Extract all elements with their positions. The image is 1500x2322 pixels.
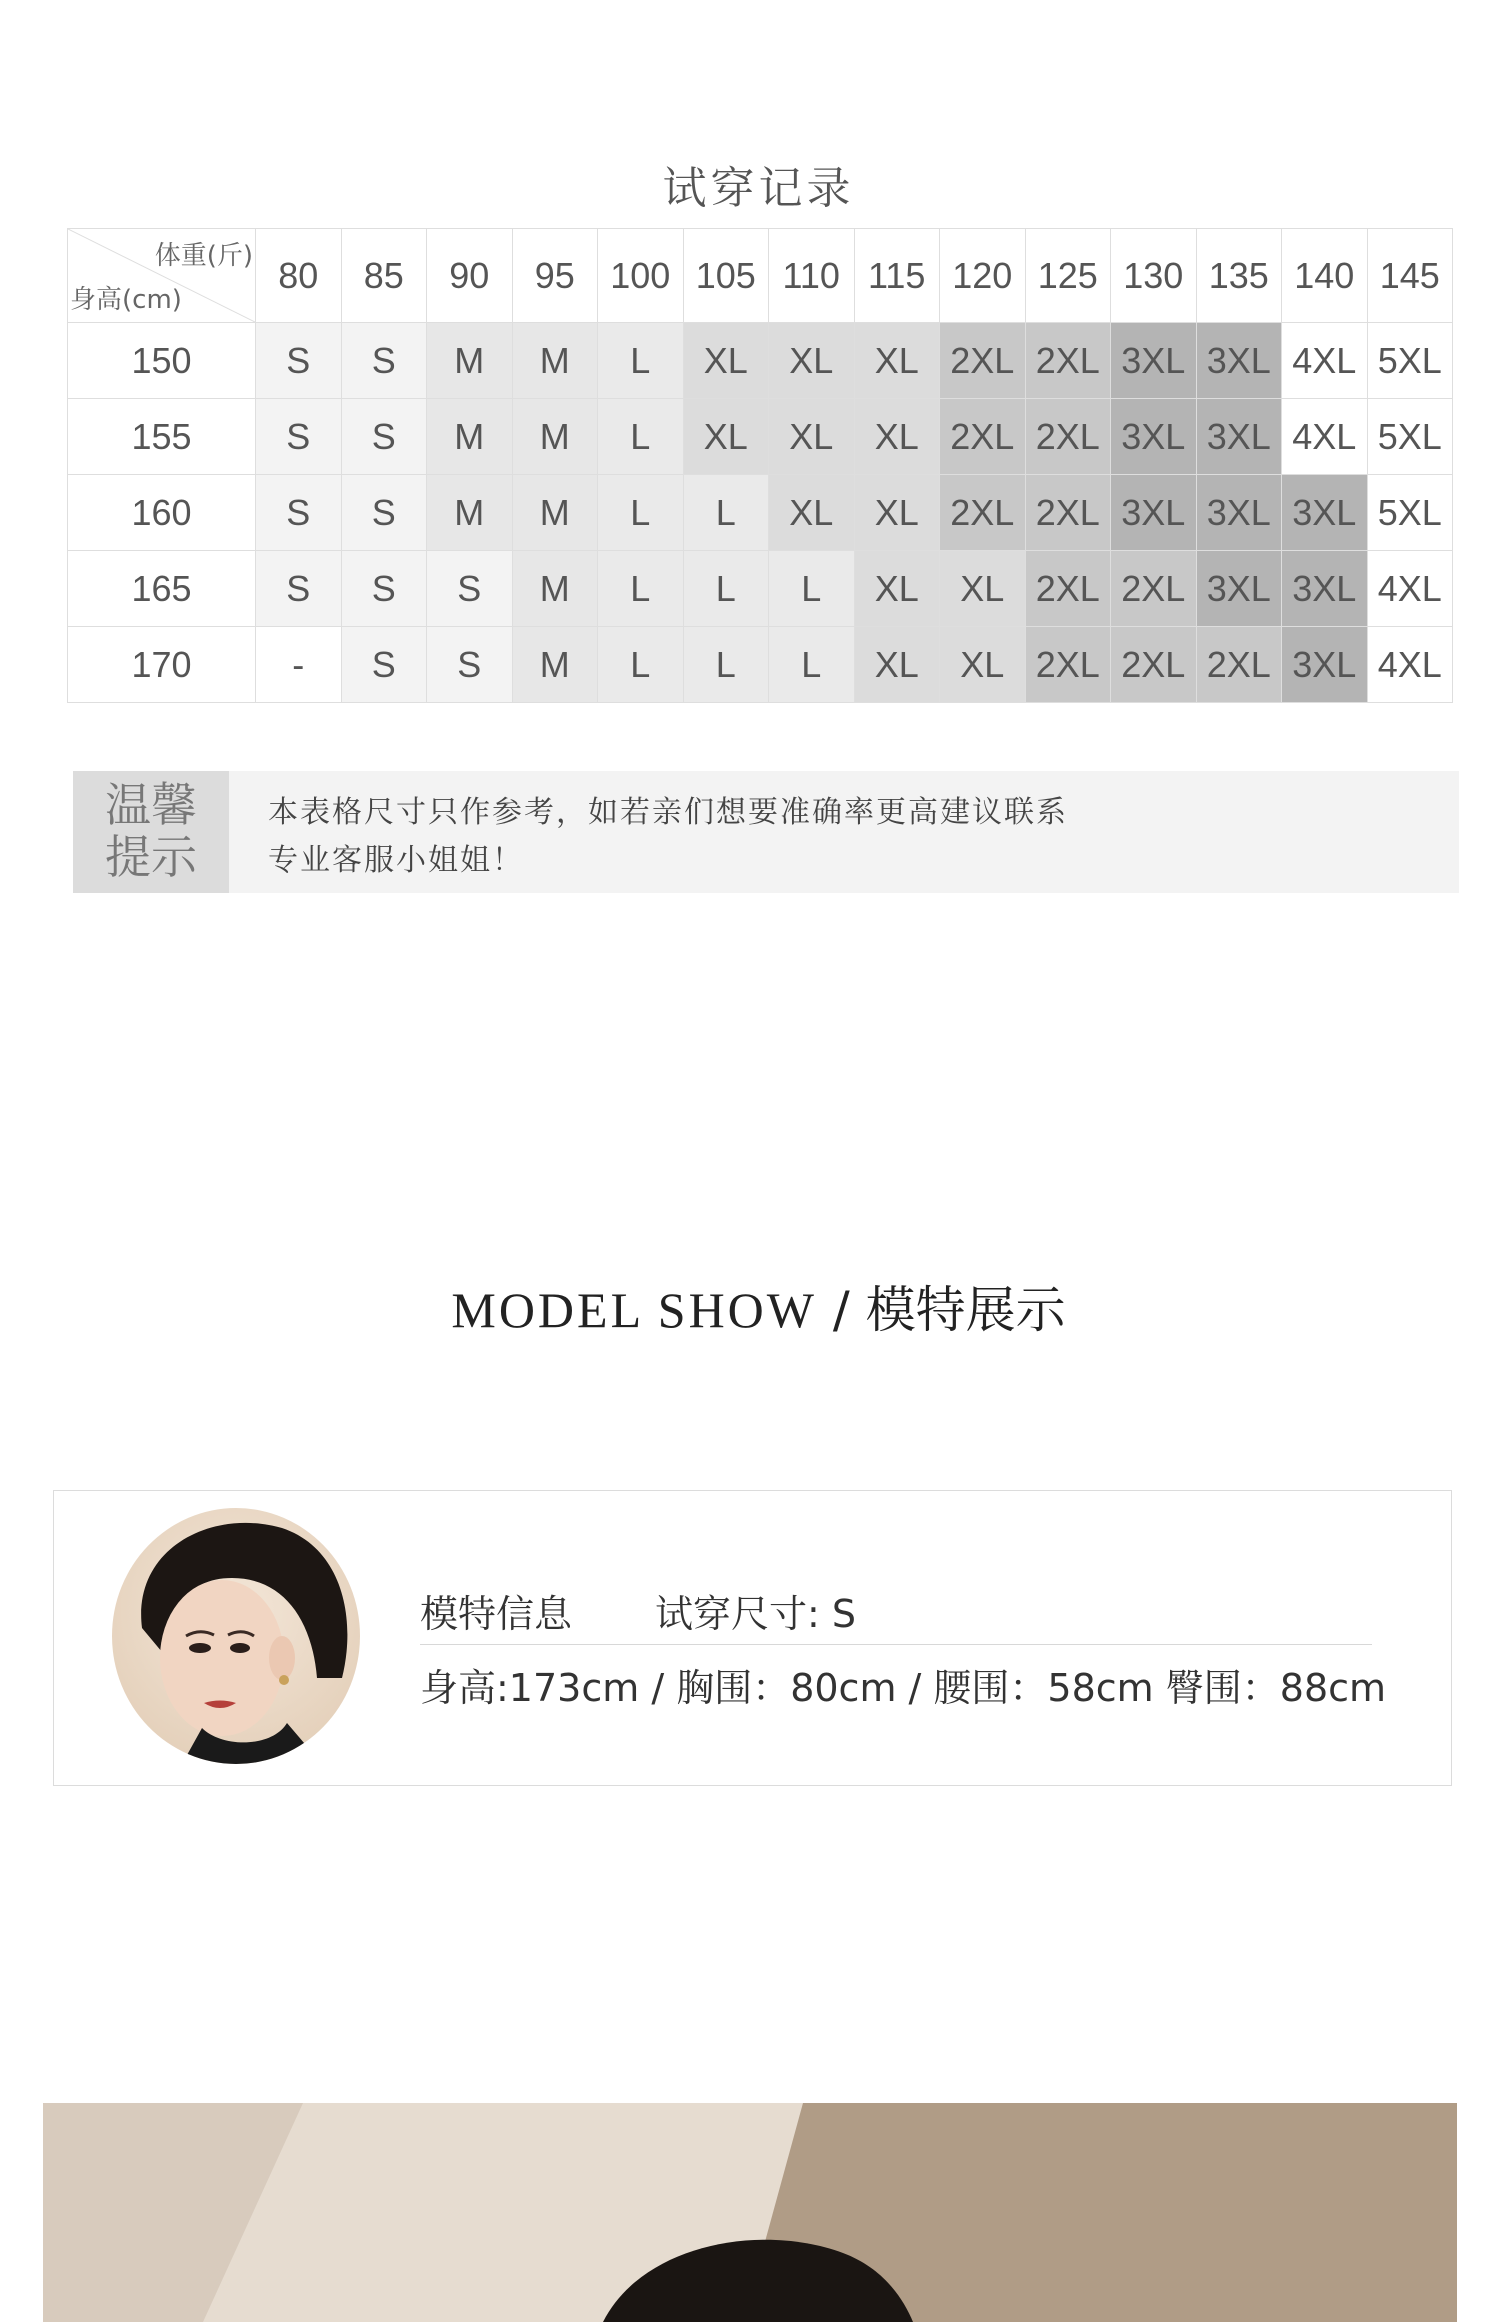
size-cell: XL xyxy=(940,627,1026,703)
weight-header-cell: 90 xyxy=(427,229,513,323)
size-cell: 3XL xyxy=(1111,323,1197,399)
size-cell: S xyxy=(341,551,427,627)
size-cell: XL xyxy=(769,399,855,475)
size-cell: 4XL xyxy=(1282,323,1368,399)
size-cell: S xyxy=(256,399,342,475)
weight-header-cell: 110 xyxy=(769,229,855,323)
size-cell: L xyxy=(769,551,855,627)
size-cell: L xyxy=(683,475,769,551)
size-cell: 2XL xyxy=(1025,399,1111,475)
size-cell: M xyxy=(512,475,598,551)
model-show-en: MODEL SHOW xyxy=(451,1282,817,1338)
size-cell: M xyxy=(512,551,598,627)
size-cell: M xyxy=(512,627,598,703)
model-portrait-image xyxy=(112,1508,360,1764)
size-cell: S xyxy=(256,551,342,627)
size-cell: S xyxy=(427,551,513,627)
size-cell: XL xyxy=(940,551,1026,627)
size-cell: 2XL xyxy=(940,475,1026,551)
size-cell: XL xyxy=(769,475,855,551)
size-cell: S xyxy=(341,399,427,475)
weight-header-cell: 140 xyxy=(1282,229,1368,323)
size-cell: M xyxy=(427,399,513,475)
tip-label-line2: 提示 xyxy=(105,830,197,884)
size-cell: 2XL xyxy=(1025,323,1111,399)
size-cell: L xyxy=(598,551,684,627)
size-cell: XL xyxy=(854,475,940,551)
size-cell: 2XL xyxy=(1025,475,1111,551)
weight-header-cell: 120 xyxy=(940,229,1026,323)
table-row xyxy=(68,627,1453,703)
model-photo xyxy=(43,2103,1457,2322)
tip-text-line2: 专业客服小姐姐！ xyxy=(268,843,524,878)
weight-header-cell: 105 xyxy=(683,229,769,323)
height-header-cell: 170 xyxy=(68,627,256,703)
divider xyxy=(420,1644,1372,1645)
size-cell: L xyxy=(598,399,684,475)
size-cell: S xyxy=(341,475,427,551)
model-show-zh: / 模特展示 xyxy=(816,1281,1066,1339)
size-cell: 5XL xyxy=(1367,475,1453,551)
model-measurements: 身高:173cm / 胸围：80cm / 腰围：58cm 臀围：88cm xyxy=(420,1666,1387,1710)
size-cell: M xyxy=(512,399,598,475)
size-cell: M xyxy=(427,323,513,399)
size-cell: XL xyxy=(854,323,940,399)
model-show-heading xyxy=(0,1270,1500,1342)
size-cell: M xyxy=(427,475,513,551)
size-cell: XL xyxy=(683,399,769,475)
table-row xyxy=(68,399,1453,475)
model-size-label: 试穿尺寸: S xyxy=(655,1592,857,1636)
tip-text-line1: 本表格尺寸只作参考，如若亲们想要准确率更高建议联系 xyxy=(268,795,1068,830)
weight-header-cell: 100 xyxy=(598,229,684,323)
weight-axis-label: 体重(斤) xyxy=(154,241,253,271)
weight-header-cell: 145 xyxy=(1367,229,1453,323)
size-cell: 5XL xyxy=(1367,323,1453,399)
size-cell: 3XL xyxy=(1196,399,1282,475)
weight-header-cell: 80 xyxy=(256,229,342,323)
table-row xyxy=(68,551,1453,627)
size-cell: S xyxy=(341,323,427,399)
size-chart-table xyxy=(67,228,1453,703)
size-cell: 2XL xyxy=(1111,551,1197,627)
size-cell: 3XL xyxy=(1196,551,1282,627)
size-cell: S xyxy=(341,627,427,703)
size-cell: - xyxy=(256,627,342,703)
size-cell: XL xyxy=(769,323,855,399)
weight-header-cell: 125 xyxy=(1025,229,1111,323)
size-cell: S xyxy=(256,475,342,551)
tip-box xyxy=(73,771,1459,893)
model-avatar xyxy=(112,1508,360,1764)
size-cell: 3XL xyxy=(1282,551,1368,627)
size-cell: 2XL xyxy=(1025,551,1111,627)
height-axis-label: 身高(cm) xyxy=(70,285,182,315)
weight-header-cell: 85 xyxy=(341,229,427,323)
section-title: 试穿记录 xyxy=(662,163,855,214)
size-cell: L xyxy=(598,475,684,551)
size-cell: 3XL xyxy=(1111,399,1197,475)
size-cell: 2XL xyxy=(1196,627,1282,703)
height-header-cell: 150 xyxy=(68,323,256,399)
height-header-cell: 155 xyxy=(68,399,256,475)
table-row xyxy=(68,323,1453,399)
size-cell: 3XL xyxy=(1196,323,1282,399)
size-cell: XL xyxy=(854,551,940,627)
size-cell: 5XL xyxy=(1367,399,1453,475)
size-cell: 4XL xyxy=(1367,551,1453,627)
size-cell: M xyxy=(512,323,598,399)
weight-header-cell: 135 xyxy=(1196,229,1282,323)
height-header-cell: 160 xyxy=(68,475,256,551)
size-cell: 3XL xyxy=(1196,475,1282,551)
tip-text xyxy=(268,789,1068,885)
size-cell: S xyxy=(427,627,513,703)
size-cell: 4XL xyxy=(1282,399,1368,475)
size-cell: L xyxy=(598,323,684,399)
model-photo-image xyxy=(43,2103,1457,2322)
size-cell: L xyxy=(683,551,769,627)
table-corner-cell xyxy=(68,229,256,323)
weight-header-cell: 115 xyxy=(854,229,940,323)
size-cell: 4XL xyxy=(1367,627,1453,703)
height-header-cell: 165 xyxy=(68,551,256,627)
tip-label-line1: 温馨 xyxy=(105,778,197,832)
size-cell: 2XL xyxy=(940,323,1026,399)
size-cell: 3XL xyxy=(1282,475,1368,551)
tip-label xyxy=(73,771,229,893)
size-cell: XL xyxy=(854,399,940,475)
size-cell: 2XL xyxy=(940,399,1026,475)
size-cell: L xyxy=(683,627,769,703)
size-cell: L xyxy=(598,627,684,703)
model-info-label: 模特信息 xyxy=(420,1592,573,1636)
table-row xyxy=(68,475,1453,551)
size-cell: 2XL xyxy=(1111,627,1197,703)
table-header-row xyxy=(68,229,1453,323)
weight-header-cell: 95 xyxy=(512,229,598,323)
size-cell: L xyxy=(769,627,855,703)
size-cell: 3XL xyxy=(1111,475,1197,551)
size-cell: XL xyxy=(854,627,940,703)
size-cell: S xyxy=(256,323,342,399)
size-cell: XL xyxy=(683,323,769,399)
size-cell: 3XL xyxy=(1282,627,1368,703)
size-cell: 2XL xyxy=(1025,627,1111,703)
weight-header-cell: 130 xyxy=(1111,229,1197,323)
